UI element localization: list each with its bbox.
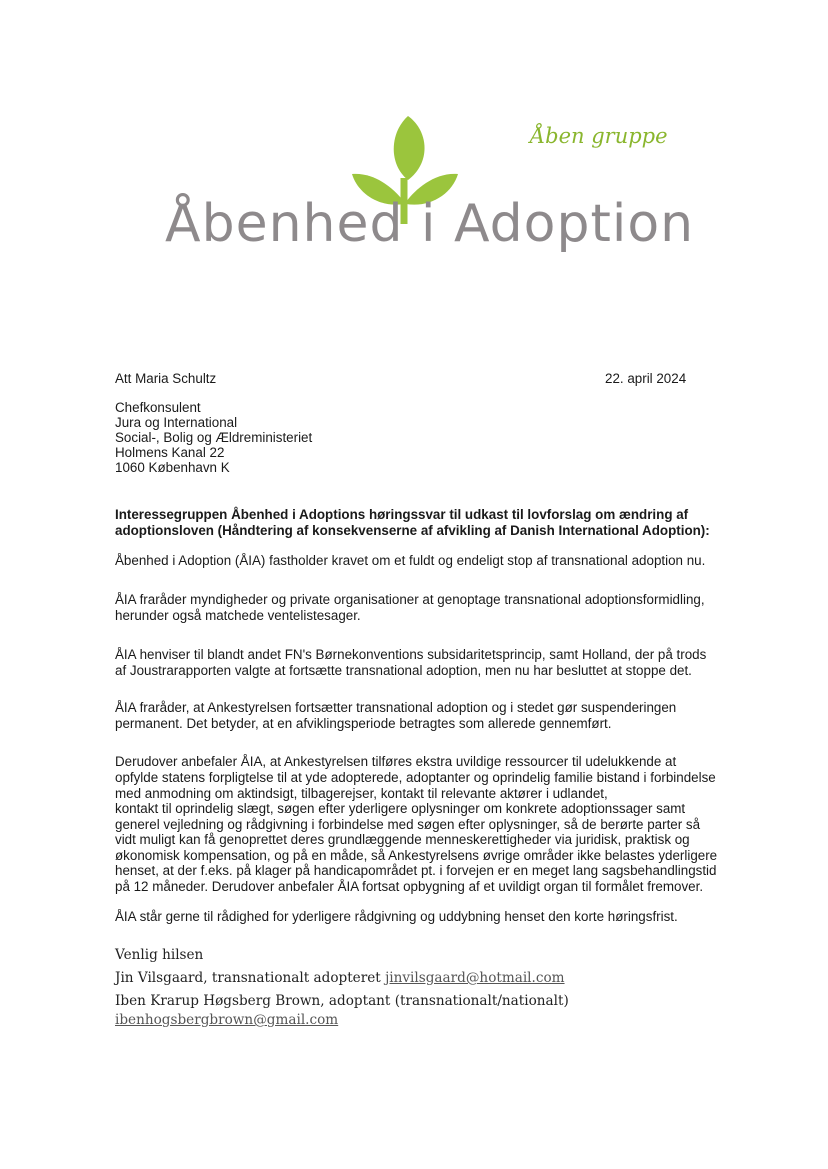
recipient-line: Jura og International	[115, 415, 238, 430]
recipient-line: Holmens Kanal 22	[115, 445, 225, 460]
attention-line: Att Maria Schultz	[115, 371, 217, 386]
signatory-1-name: Jin Vilsgaard, transnationalt adopteret	[115, 970, 381, 986]
signatory-1-email-link[interactable]: jinvilsgaard@hotmail.com	[385, 970, 565, 986]
paragraph-line: opfylde statens forpligtelse til at yde adopterede, adoptanter og oprindelig familie bistand i forbindelse	[115, 770, 716, 785]
signatory-2-email-link[interactable]: ibenhogsbergbrown@gmail.com	[115, 1012, 339, 1028]
paragraph-line: herunder også matchede ventelistesager.	[115, 608, 361, 623]
paragraph-line: med anmodning om aktindsigt, tilbagerejser, kontakt til relevante aktører i udlandet,	[115, 786, 608, 801]
letter-heading: Interessegruppen Åbenhed i Adoptions høringssvar til udkast til lovforslag om ændring af	[115, 507, 689, 522]
paragraph-line: generel vejledning og rådgivning i forbindelse med søgen efter oplysninger, så de berørte parter så	[115, 817, 701, 832]
closing-greeting: Venlig hilsen	[115, 947, 204, 963]
signatory-1	[115, 970, 565, 986]
paragraph-line: af Joustrarapporten valgte at fortsætte transnational adoption, men nu har besluttet at stoppe det.	[115, 663, 692, 678]
letter-heading: adoptionsloven (Håndtering af konsekvenserne af afvikling af Danish International Adoption):	[115, 523, 710, 538]
recipient-line: Social-, Bolig og Ældreministeriet	[115, 430, 313, 445]
paragraph-line: kontakt til oprindelig slægt, søgen efter yderligere oplysninger om konkrete adoptionssager samt	[115, 801, 686, 816]
recipient-line: Chefkonsulent	[115, 400, 201, 415]
paragraph-line: Åbenhed i Adoption (ÅIA) fastholder kravet om et fuldt og endeligt stop af transnational adoption nu.	[115, 553, 706, 568]
paragraph-line: ÅIA fraråder myndigheder og private organisationer at genoptage transnational adoptionsformidling,	[115, 592, 705, 607]
paragraph-line: Derudover anbefaler ÅIA, at Ankestyrelsen tilføres ekstra uvildige ressourcer til udelukkende at	[115, 754, 677, 769]
signatory-2-name: Iben Krarup Høgsberg Brown, adoptant (transnationalt/nationalt)	[115, 993, 569, 1009]
paragraph-line: henset, at der f.eks. på klager på handicapområdet pt. i forvejen er en meget lang sagsbehandlingstid	[115, 863, 717, 878]
letter-date: 22. april 2024	[605, 371, 687, 386]
logo-subtitle: Åben gruppe	[530, 124, 668, 148]
recipient-line: 1060 København K	[115, 460, 230, 475]
paragraph-line: økonomisk kompensation, og på en måde, så Ankestyrelsens øvrige områder ikke belastes yderligere	[115, 848, 718, 863]
organization-logo-title: Åbenhed i Adoption	[165, 194, 695, 254]
paragraph-line: vidt muligt kan få genoprettet deres grundlæggende menneskerettigheder via juridisk, praktisk og	[115, 832, 690, 847]
paragraph-line: ÅIA henviser til blandt andet FN's Børnekonventions subsidaritetsprincip, samt Holland, der på trods	[115, 647, 707, 662]
paragraph-line: ÅIA fraråder, at Ankestyrelsen fortsætter transnational adoption og i stedet gør suspenderingen	[115, 700, 677, 715]
paragraph-line: permanent. Det betyder, at en afviklingsperiode betragtes som allerede gennemført.	[115, 716, 612, 731]
paragraph-line: ÅIA står gerne til rådighed for yderligere rådgivning og uddybning henset den korte høringsfrist.	[115, 909, 678, 924]
paragraph-line: på 12 måneder. Derudover anbefaler ÅIA fortsat opbygning af et uvildigt organ til formålet fremover.	[115, 879, 704, 894]
